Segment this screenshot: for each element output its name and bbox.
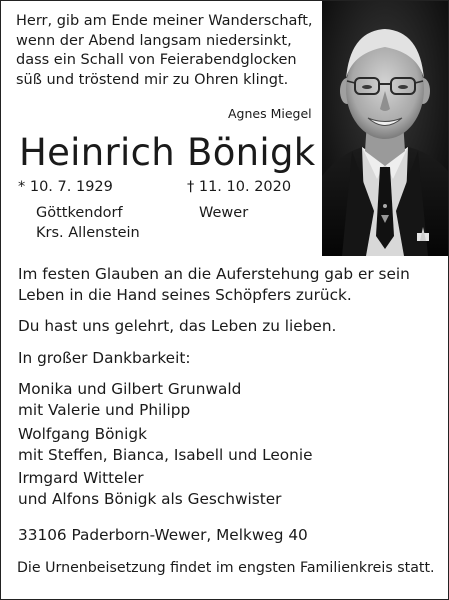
family-group [18, 468, 440, 509]
family-line: mit Valerie und Philipp [18, 400, 191, 419]
family-line: und Alfons Bönigk als Geschwister [18, 489, 282, 508]
birth-region: Krs. Allenstein [36, 225, 140, 241]
deceased-name: Heinrich Bönigk [19, 131, 316, 174]
birth-date: * 10. 7. 1929 [18, 179, 113, 195]
poem-line: wenn der Abend langsam niedersinkt, [16, 32, 292, 49]
gratitude-heading: In großer Dankbarkeit: [18, 349, 191, 367]
family-line: Wolfgang Bönigk [18, 425, 147, 443]
family-line: Monika und Gilbert Grunwald [18, 380, 242, 398]
text-line: Im festen Glauben an die Auferstehung gab er sein [18, 265, 410, 283]
family-line: mit Steffen, Bianca, Isabell und Leonie [18, 445, 313, 464]
death-date: † 11. 10. 2020 [187, 179, 292, 195]
death-place: Wewer [199, 205, 249, 221]
burial-note: Die Urnenbeisetzung findet im engsten Familienkreis statt. [17, 560, 435, 576]
life-quote: Du hast uns gelehrt, das Leben zu lieben. [18, 317, 337, 335]
poem-line: dass ein Schall von Feierabendglocken [16, 52, 297, 68]
poem-line: Herr, gib am Ende meiner Wanderschaft, [16, 13, 313, 29]
birth-place: Göttkendorf [36, 205, 123, 221]
family-line: Irmgard Witteler [18, 469, 144, 487]
text-line: Leben in die Hand seines Schöpfers zurück. [18, 285, 352, 304]
portrait-illustration [322, 1, 448, 256]
poem-author: Agnes Miegel [228, 106, 312, 121]
family-group [18, 379, 440, 420]
faith-statement [18, 264, 440, 305]
family-group [18, 424, 440, 465]
poem-line: süß und tröstend mir zu Ohren klingt. [16, 71, 289, 88]
portrait-photo [322, 1, 448, 256]
poem [16, 12, 316, 90]
address: 33106 Paderborn-Wewer, Melkweg 40 [18, 526, 308, 544]
